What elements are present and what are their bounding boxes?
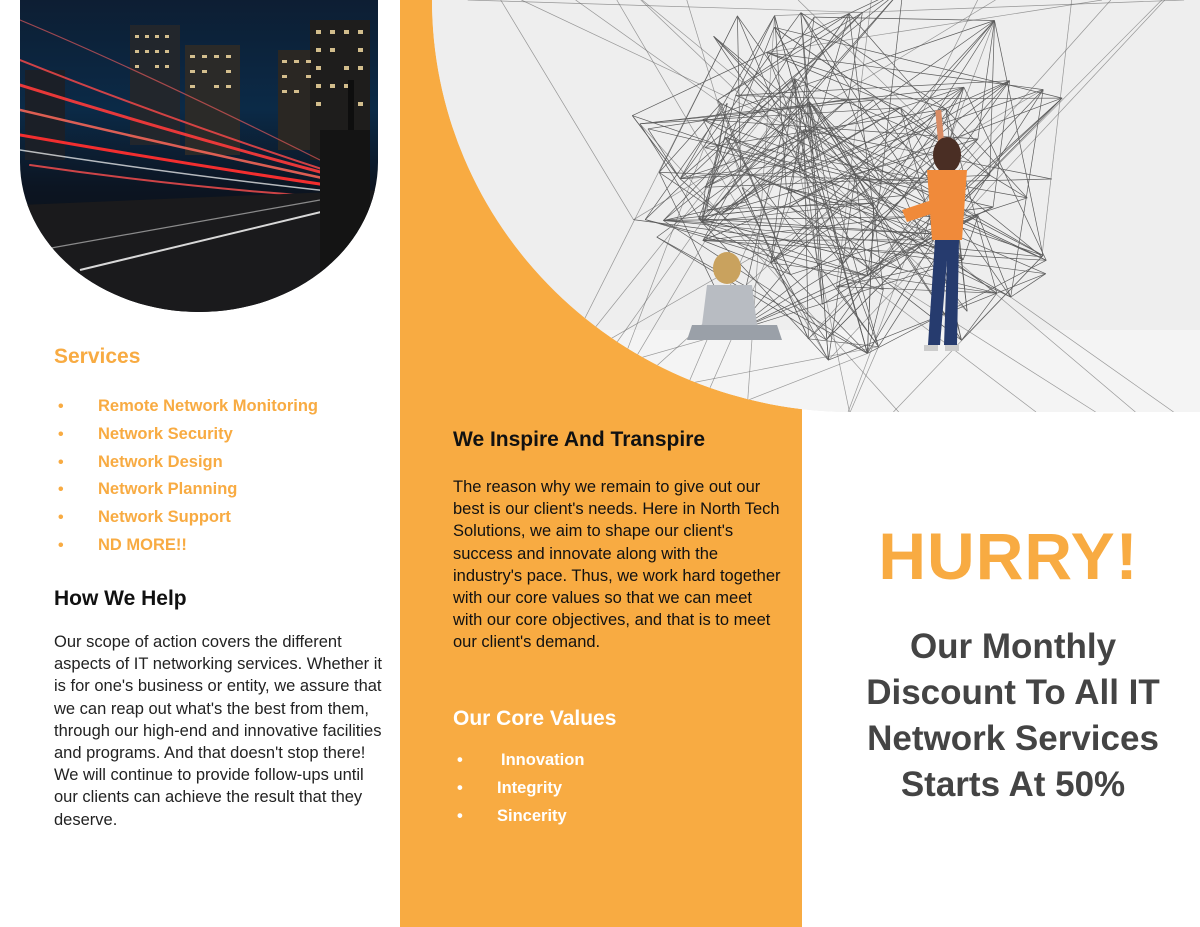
- hurry-headline: HURRY!: [878, 519, 1139, 593]
- bullet-icon: •: [58, 453, 64, 471]
- network-installation-image: [432, 0, 1200, 412]
- list-item: • Sincerity: [453, 802, 584, 830]
- list-item: • Network Security: [54, 421, 318, 449]
- inspire-heading: We Inspire And Transpire: [453, 428, 706, 451]
- bullet-icon: •: [58, 509, 64, 527]
- list-item: • Network Design: [54, 449, 318, 477]
- list-item: • Remote Network Monitoring: [54, 393, 318, 421]
- inspire-body: The reason why we remain to give out our best is our client's needs. Here in North Tech Solutions, we aim to shape our client's success and innovate along with the industry's pace. Thus, we work hard together with our core values so that we can meet with our core objectives, and that is to meet our client's demand.: [453, 478, 781, 652]
- bullet-icon: •: [58, 398, 64, 415]
- how-we-help-body: Our scope of action covers the different aspects of IT networking services. Whether it is for one's business or entity, we assure that we can reap out what's the best from them, through our high-end and innovative facilities and programs. And that doesn't stop there! We will continue to provide follow-ups until our clients can achieve the result that they deserve.: [54, 633, 382, 829]
- list-item: • Innovation: [453, 746, 584, 774]
- bullet-icon: •: [58, 536, 64, 554]
- core-values-list: [453, 746, 584, 830]
- list-item: • Integrity: [453, 774, 584, 802]
- services-heading: Services: [54, 345, 141, 368]
- bullet-icon: •: [457, 779, 463, 797]
- city-night-image: [20, 0, 378, 312]
- bullet-icon: •: [457, 751, 463, 769]
- how-we-help-heading: How We Help: [54, 587, 187, 610]
- list-item: • Network Support: [54, 504, 318, 532]
- list-item: • Network Planning: [54, 476, 318, 504]
- bullet-icon: •: [58, 481, 64, 499]
- core-values-heading: Our Core Values: [453, 707, 617, 730]
- bullet-icon: •: [457, 807, 463, 825]
- bullet-icon: •: [58, 425, 64, 443]
- services-list: [54, 393, 318, 560]
- list-item: • ND MORE!!: [54, 532, 318, 560]
- discount-text: Our Monthly Discount To All IT Network Services Starts At 50%: [866, 627, 1160, 804]
